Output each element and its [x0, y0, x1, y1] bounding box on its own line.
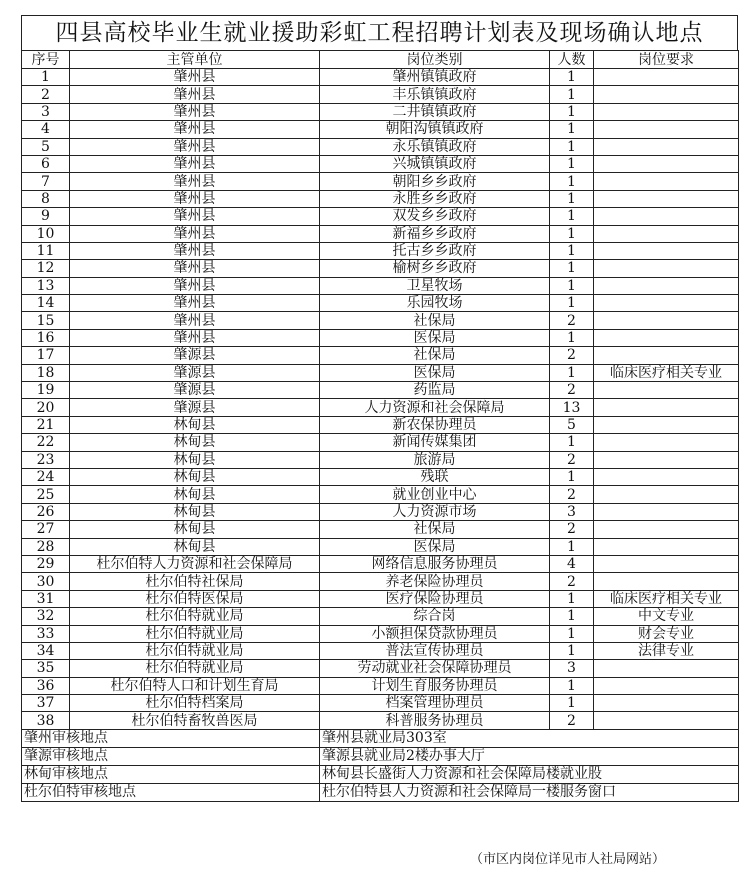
cell-unit: 杜尔伯特就业局 [70, 642, 320, 659]
cell-requirement [594, 521, 739, 538]
cell-count: 2 [550, 347, 594, 364]
cell-unit: 林甸县 [70, 503, 320, 520]
cell-unit: 肇州县 [70, 225, 320, 242]
table-row [22, 608, 739, 625]
table-row [22, 573, 739, 590]
table-row [22, 625, 739, 642]
table-row [22, 103, 739, 120]
cell-requirement [594, 86, 739, 103]
table-row [22, 399, 739, 416]
cell-serial: 4 [22, 121, 70, 138]
header-post: 岗位类别 [320, 51, 550, 69]
table-row [22, 173, 739, 190]
cell-count: 1 [550, 69, 594, 86]
cell-post: 二井镇镇政府 [320, 103, 550, 120]
table-row [22, 208, 739, 225]
cell-unit: 杜尔伯特档案局 [70, 695, 320, 712]
cell-post: 人力资源和社会保障局 [320, 399, 550, 416]
cell-requirement [594, 712, 739, 729]
cell-serial: 34 [22, 642, 70, 659]
cell-count: 1 [550, 86, 594, 103]
cell-serial: 1 [22, 69, 70, 86]
cell-count: 1 [550, 329, 594, 346]
cell-post: 小额担保贷款协理员 [320, 625, 550, 642]
cell-requirement: 中文专业 [594, 608, 739, 625]
cell-count: 1 [550, 103, 594, 120]
cell-post: 肇州镇镇政府 [320, 69, 550, 86]
cell-serial: 8 [22, 190, 70, 207]
cell-serial: 6 [22, 155, 70, 172]
cell-requirement: 临床医疗相关专业 [594, 364, 739, 381]
cell-count: 1 [550, 468, 594, 485]
cell-unit: 杜尔伯特畜牧兽医局 [70, 712, 320, 729]
cell-unit: 杜尔伯特医保局 [70, 590, 320, 607]
cell-unit: 杜尔伯特就业局 [70, 608, 320, 625]
cell-serial: 10 [22, 225, 70, 242]
table-row [22, 468, 739, 485]
cell-requirement [594, 468, 739, 485]
cell-requirement [594, 69, 739, 86]
cell-requirement [594, 190, 739, 207]
cell-serial: 26 [22, 503, 70, 520]
cell-post: 兴城镇镇政府 [320, 155, 550, 172]
table-row [22, 86, 739, 103]
cell-post: 朝阳乡乡政府 [320, 173, 550, 190]
cell-unit: 肇州县 [70, 260, 320, 277]
cell-unit: 肇源县 [70, 347, 320, 364]
cell-requirement [594, 451, 739, 468]
location-label: 肇源审核地点 [22, 747, 320, 765]
header-unit: 主管单位 [70, 51, 320, 69]
table-row [22, 121, 739, 138]
cell-unit: 林甸县 [70, 486, 320, 503]
cell-unit: 杜尔伯特就业局 [70, 660, 320, 677]
cell-post: 药监局 [320, 382, 550, 399]
cell-count: 1 [550, 295, 594, 312]
location-row [22, 783, 739, 801]
cell-serial: 14 [22, 295, 70, 312]
cell-requirement [594, 434, 739, 451]
cell-serial: 9 [22, 208, 70, 225]
cell-requirement [594, 382, 739, 399]
cell-serial: 33 [22, 625, 70, 642]
cell-post: 新农保协理员 [320, 416, 550, 433]
cell-requirement [594, 399, 739, 416]
cell-post: 新福乡乡政府 [320, 225, 550, 242]
cell-post: 计划生育服务协理员 [320, 677, 550, 694]
cell-requirement [594, 103, 739, 120]
cell-serial: 19 [22, 382, 70, 399]
cell-requirement [594, 695, 739, 712]
cell-requirement: 法律专业 [594, 642, 739, 659]
cell-unit: 杜尔伯特社保局 [70, 573, 320, 590]
cell-count: 4 [550, 555, 594, 572]
cell-requirement [594, 503, 739, 520]
cell-requirement [594, 277, 739, 294]
cell-count: 2 [550, 486, 594, 503]
cell-unit: 肇州县 [70, 312, 320, 329]
location-place: 肇源县就业局2楼办事大厅 [320, 747, 739, 765]
cell-serial: 23 [22, 451, 70, 468]
cell-post: 社保局 [320, 312, 550, 329]
cell-unit: 肇州县 [70, 242, 320, 259]
cell-requirement [594, 295, 739, 312]
table-row [22, 712, 739, 729]
cell-count: 1 [550, 138, 594, 155]
cell-unit: 肇源县 [70, 364, 320, 381]
cell-serial: 2 [22, 86, 70, 103]
cell-unit: 肇州县 [70, 329, 320, 346]
cell-count: 1 [550, 277, 594, 294]
header-serial: 序号 [22, 51, 70, 69]
cell-post: 丰乐镇镇政府 [320, 86, 550, 103]
cell-unit: 杜尔伯特就业局 [70, 625, 320, 642]
cell-requirement [594, 242, 739, 259]
cell-serial: 15 [22, 312, 70, 329]
cell-unit: 肇州县 [70, 277, 320, 294]
location-row [22, 765, 739, 783]
cell-count: 1 [550, 121, 594, 138]
cell-requirement [594, 173, 739, 190]
cell-unit: 林甸县 [70, 468, 320, 485]
header-count: 人数 [550, 51, 594, 69]
table-row [22, 660, 739, 677]
cell-serial: 20 [22, 399, 70, 416]
cell-post: 残联 [320, 468, 550, 485]
cell-count: 2 [550, 712, 594, 729]
cell-unit: 肇州县 [70, 69, 320, 86]
cell-count: 1 [550, 190, 594, 207]
cell-count: 2 [550, 312, 594, 329]
cell-post: 旅游局 [320, 451, 550, 468]
cell-post: 医疗保险协理员 [320, 590, 550, 607]
cell-count: 2 [550, 451, 594, 468]
cell-requirement [594, 208, 739, 225]
table-body [22, 69, 739, 730]
cell-post: 档案管理协理员 [320, 695, 550, 712]
cell-post: 就业创业中心 [320, 486, 550, 503]
cell-count: 2 [550, 521, 594, 538]
cell-count: 1 [550, 173, 594, 190]
cell-serial: 22 [22, 434, 70, 451]
cell-post: 朝阳沟镇镇政府 [320, 121, 550, 138]
cell-requirement [594, 555, 739, 572]
table-row [22, 155, 739, 172]
cell-count: 1 [550, 642, 594, 659]
cell-requirement [594, 121, 739, 138]
cell-unit: 林甸县 [70, 521, 320, 538]
cell-unit: 肇源县 [70, 382, 320, 399]
table-row [22, 69, 739, 86]
table-row [22, 695, 739, 712]
cell-post: 综合岗 [320, 608, 550, 625]
cell-count: 1 [550, 695, 594, 712]
cell-post: 新闻传媒集团 [320, 434, 550, 451]
location-label: 肇州审核地点 [22, 729, 320, 747]
cell-unit: 肇源县 [70, 399, 320, 416]
cell-requirement [594, 573, 739, 590]
cell-post: 养老保险协理员 [320, 573, 550, 590]
cell-unit: 肇州县 [70, 103, 320, 120]
cell-unit: 肇州县 [70, 121, 320, 138]
table-row [22, 277, 739, 294]
cell-serial: 36 [22, 677, 70, 694]
cell-post: 乐园牧场 [320, 295, 550, 312]
location-place: 肇州县就业局303室 [320, 729, 739, 747]
cell-count: 1 [550, 155, 594, 172]
cell-unit: 肇州县 [70, 86, 320, 103]
cell-post: 普法宣传协理员 [320, 642, 550, 659]
cell-serial: 37 [22, 695, 70, 712]
cell-count: 2 [550, 382, 594, 399]
cell-serial: 11 [22, 242, 70, 259]
table-row [22, 242, 739, 259]
cell-post: 人力资源市场 [320, 503, 550, 520]
cell-post: 永胜乡乡政府 [320, 190, 550, 207]
table-row [22, 312, 739, 329]
header-requirement: 岗位要求 [594, 51, 739, 69]
cell-unit: 林甸县 [70, 434, 320, 451]
cell-count: 13 [550, 399, 594, 416]
cell-serial: 5 [22, 138, 70, 155]
cell-serial: 32 [22, 608, 70, 625]
table-row [22, 138, 739, 155]
cell-serial: 35 [22, 660, 70, 677]
cell-count: 5 [550, 416, 594, 433]
cell-serial: 16 [22, 329, 70, 346]
cell-requirement [594, 660, 739, 677]
cell-count: 1 [550, 208, 594, 225]
cell-requirement [594, 155, 739, 172]
cell-post: 医保局 [320, 329, 550, 346]
table-row [22, 382, 739, 399]
table-row [22, 434, 739, 451]
cell-serial: 17 [22, 347, 70, 364]
cell-count: 1 [550, 364, 594, 381]
cell-serial: 3 [22, 103, 70, 120]
location-label: 林甸审核地点 [22, 765, 320, 783]
cell-requirement: 财会专业 [594, 625, 739, 642]
table-row [22, 329, 739, 346]
cell-requirement [594, 260, 739, 277]
cell-requirement [594, 486, 739, 503]
cell-serial: 12 [22, 260, 70, 277]
cell-requirement [594, 347, 739, 364]
cell-requirement [594, 138, 739, 155]
cell-unit: 杜尔伯特人力资源和社会保障局 [70, 555, 320, 572]
cell-serial: 27 [22, 521, 70, 538]
footnote: （市区内岗位详见市人社局网站） [470, 852, 666, 867]
location-place: 林甸县长盛街人力资源和社会保障局楼就业股 [320, 765, 739, 783]
cell-unit: 肇州县 [70, 138, 320, 155]
cell-unit: 肇州县 [70, 295, 320, 312]
location-label: 杜尔伯特审核地点 [22, 783, 320, 801]
cell-serial: 31 [22, 590, 70, 607]
cell-post: 榆树乡乡政府 [320, 260, 550, 277]
table-row [22, 486, 739, 503]
cell-count: 1 [550, 538, 594, 555]
cell-count: 1 [550, 608, 594, 625]
cell-post: 社保局 [320, 347, 550, 364]
cell-post: 永乐镇镇政府 [320, 138, 550, 155]
table-row [22, 677, 739, 694]
cell-serial: 24 [22, 468, 70, 485]
cell-count: 1 [550, 242, 594, 259]
cell-count: 3 [550, 660, 594, 677]
cell-serial: 30 [22, 573, 70, 590]
cell-requirement [594, 416, 739, 433]
cell-requirement [594, 312, 739, 329]
table-row [22, 555, 739, 572]
cell-serial: 21 [22, 416, 70, 433]
location-body [22, 729, 739, 801]
cell-unit: 林甸县 [70, 538, 320, 555]
location-row [22, 747, 739, 765]
table-row [22, 642, 739, 659]
table-row [22, 538, 739, 555]
cell-count: 1 [550, 677, 594, 694]
table-row [22, 347, 739, 364]
cell-post: 医保局 [320, 364, 550, 381]
cell-post: 双发乡乡政府 [320, 208, 550, 225]
table-row [22, 225, 739, 242]
recruitment-table [21, 50, 739, 802]
cell-count: 2 [550, 573, 594, 590]
cell-count: 1 [550, 260, 594, 277]
cell-post: 劳动就业社会保障协理员 [320, 660, 550, 677]
cell-serial: 18 [22, 364, 70, 381]
cell-post: 卫星牧场 [320, 277, 550, 294]
cell-requirement [594, 225, 739, 242]
cell-requirement: 临床医疗相关专业 [594, 590, 739, 607]
table-header-row [22, 51, 739, 69]
table-row [22, 521, 739, 538]
cell-unit: 肇州县 [70, 190, 320, 207]
cell-count: 3 [550, 503, 594, 520]
table-row [22, 364, 739, 381]
cell-unit: 肇州县 [70, 155, 320, 172]
table-row [22, 503, 739, 520]
cell-unit: 林甸县 [70, 416, 320, 433]
cell-count: 1 [550, 590, 594, 607]
document-title: 四县高校毕业生就业援助彩虹工程招聘计划表及现场确认地点 [21, 15, 738, 50]
cell-count: 1 [550, 434, 594, 451]
cell-serial: 25 [22, 486, 70, 503]
cell-unit: 林甸县 [70, 451, 320, 468]
cell-serial: 7 [22, 173, 70, 190]
cell-serial: 29 [22, 555, 70, 572]
cell-post: 托古乡乡政府 [320, 242, 550, 259]
location-place: 杜尔伯特县人力资源和社会保障局一楼服务窗口 [320, 783, 739, 801]
table-row [22, 590, 739, 607]
cell-post: 科普服务协理员 [320, 712, 550, 729]
cell-serial: 13 [22, 277, 70, 294]
cell-requirement [594, 329, 739, 346]
cell-count: 1 [550, 625, 594, 642]
cell-unit: 肇州县 [70, 208, 320, 225]
cell-post: 网络信息服务协理员 [320, 555, 550, 572]
cell-unit: 肇州县 [70, 173, 320, 190]
cell-requirement [594, 538, 739, 555]
table-row [22, 416, 739, 433]
table-row [22, 295, 739, 312]
cell-count: 1 [550, 225, 594, 242]
location-row [22, 729, 739, 747]
cell-post: 医保局 [320, 538, 550, 555]
cell-serial: 28 [22, 538, 70, 555]
cell-serial: 38 [22, 712, 70, 729]
table-row [22, 190, 739, 207]
table-row [22, 451, 739, 468]
cell-unit: 杜尔伯特人口和计划生育局 [70, 677, 320, 694]
cell-requirement [594, 677, 739, 694]
cell-post: 社保局 [320, 521, 550, 538]
recruitment-document [21, 15, 738, 802]
table-row [22, 260, 739, 277]
